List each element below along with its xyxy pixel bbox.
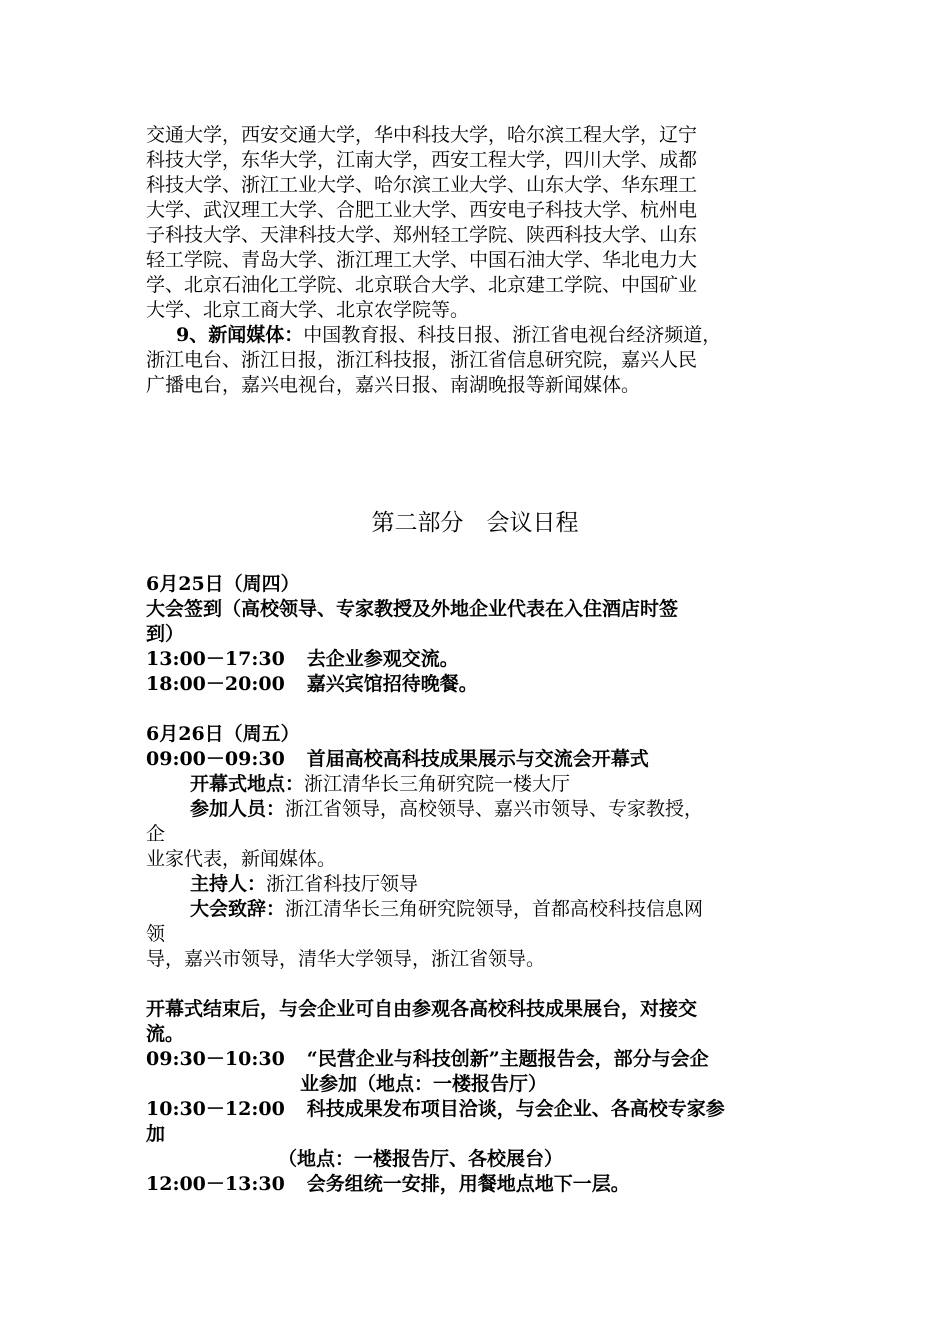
host	[190, 872, 418, 897]
schedule-time: 13:00－17:30	[146, 648, 285, 670]
intro-line-6: 轻工学院、青岛大学、浙江理工大学、中国石油大学、华北电力大	[146, 249, 698, 271]
intro-line-7: 学、北京石油化工学院、北京联合大学、北京建工学院、中国矿业	[146, 274, 698, 296]
speech-wrap-2: 导，嘉兴市领导，清华大学领导，浙江省领导。	[146, 948, 546, 970]
day2-schedule-4	[146, 1172, 630, 1197]
day2-schedule-3-location: （地点：一楼报告厅、各校展台）	[278, 1148, 564, 1170]
speech-text: 浙江清华长三角研究院领导，首都高校科技信息网	[285, 898, 704, 920]
attendees-wrap-2: 业家代表，新闻媒体。	[146, 848, 337, 870]
intro-line-1: 交通大学，西安交通大学，华中科技大学，哈尔滨工程大学，辽宁	[146, 124, 698, 146]
venue-text: 浙江清华长三角研究院一楼大厅	[304, 773, 571, 795]
intro-line-4: 大学、武汉理工大学、合肥工业大学、西安电子科技大学、杭州电	[146, 199, 698, 221]
media-paragraph-first-line	[176, 323, 721, 348]
media-label: 9、新闻媒体：	[176, 324, 304, 346]
schedule-text: 去企业参观交流。	[306, 648, 459, 670]
speech-label: 大会致辞：	[190, 898, 286, 920]
attendees-wrap-1: 企	[146, 823, 166, 845]
schedule-text: 嘉兴宾馆招待晚餐。	[306, 673, 478, 695]
schedule-text: 科技成果发布项目洽谈，与会企业、各高校专家参	[306, 1098, 725, 1120]
day1-schedule-2	[146, 672, 478, 697]
host-label: 主持人：	[190, 873, 267, 895]
day2-schedule-3-wrap: 加	[146, 1123, 166, 1145]
schedule-time: 18:00－20:00	[146, 673, 285, 695]
media-line-3: 广播电台，嘉兴电视台，嘉兴日报、南湖晚报等新闻媒体。	[146, 374, 641, 396]
after-opening-line-1: 开幕式结束后，与会企业可自由参观各高校科技成果展台，对接交	[146, 998, 698, 1020]
schedule-text: “民营企业与科技创新”主题报告会，部分与会企	[306, 1048, 709, 1070]
intro-line-5: 子科技大学、天津科技大学、郑州轻工学院、陕西科技大学、山东	[146, 224, 698, 246]
day2-schedule-1	[146, 747, 649, 772]
day2-schedule-2	[146, 1047, 709, 1072]
intro-line-2: 科技大学，东华大学，江南大学，西安工程大学，四川大学、成都	[146, 149, 698, 171]
day2-schedule-3	[146, 1097, 725, 1122]
day1-date: 6月25日（周四）	[146, 573, 300, 595]
day1-schedule-1	[146, 647, 459, 672]
schedule-text: 首届高校高科技成果展示与交流会开幕式	[306, 748, 649, 770]
intro-line-8: 大学、北京工商大学、北京农学院等。	[146, 299, 470, 321]
day1-signin-line-2: 到）	[146, 623, 185, 645]
media-line-2: 浙江电台、浙江日报，浙江科技报，浙江省信息研究院，嘉兴人民	[146, 349, 698, 371]
attendees-text: 浙江省领导，高校领导、嘉兴市领导、专家教授，	[285, 798, 704, 820]
attendees	[190, 797, 703, 822]
schedule-time: 09:30－10:30	[146, 1048, 285, 1070]
intro-line-3: 科技大学、浙江工业大学、哈尔滨工业大学、山东大学、华东理工	[146, 174, 698, 196]
schedule-text: 会务组统一安排，用餐地点地下一层。	[306, 1173, 630, 1195]
media-text: 中国教育报、科技日报、浙江省电视台经济频道，	[303, 324, 722, 346]
attendees-label: 参加人员：	[190, 798, 286, 820]
speech	[190, 897, 703, 922]
schedule-time: 10:30－12:00	[146, 1098, 285, 1120]
schedule-time: 12:00－13:30	[146, 1173, 285, 1195]
day2-schedule-2-cont: 业参加（地点：一楼报告厅）	[300, 1073, 548, 1095]
day2-date: 6月26日（周五）	[146, 723, 300, 745]
schedule-time: 09:00－09:30	[146, 748, 285, 770]
section-title: 第二部分 会议日程	[371, 510, 579, 536]
venue-label: 开幕式地点：	[190, 773, 305, 795]
opening-venue	[190, 772, 570, 797]
speech-wrap-1: 领	[146, 923, 166, 945]
host-text: 浙江省科技厅领导	[266, 873, 419, 895]
after-opening-line-2: 流。	[146, 1023, 185, 1045]
day1-signin-line-1: 大会签到（高校领导、专家教授及外地企业代表在入住酒店时签	[146, 598, 679, 620]
